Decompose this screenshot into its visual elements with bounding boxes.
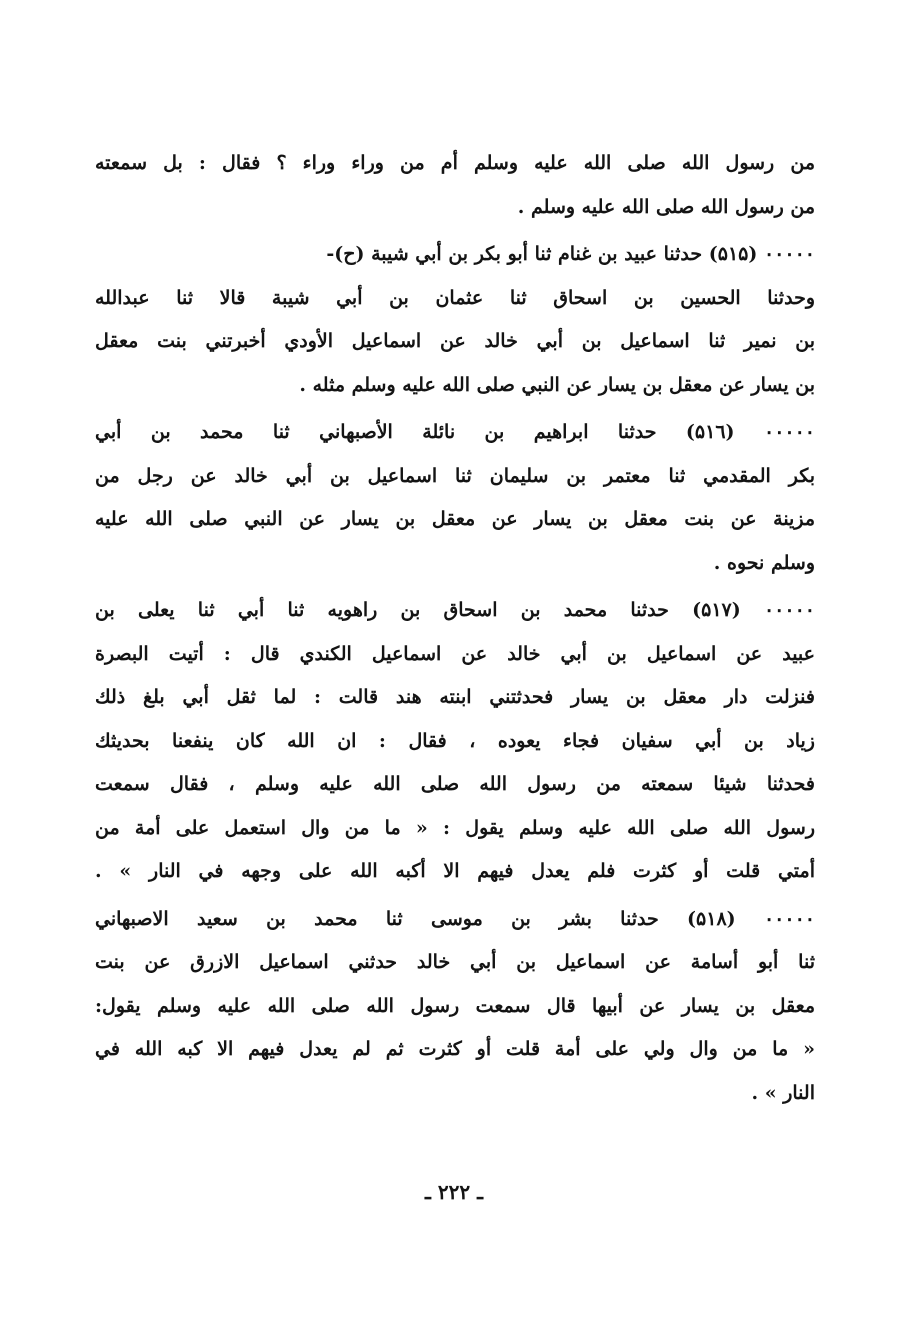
text-line: بن يسار عن معقل بن يسار عن النبي صلى الله عليه وسلم مثله . bbox=[299, 373, 815, 396]
text-line: « ما من وال ولي على أمة قلت أو كثرت ثم لم يعدل فيهم الا كبه الله في bbox=[95, 1038, 815, 1060]
text-line: من رسول الله صلى الله عليه وسلم أم من وراء وراء ؟ فقال : بل سمعته bbox=[95, 152, 815, 174]
hadith-518-heading: ۰۰۰۰۰ (۵۱۸) حدثنا بشر بن موسى ثنا محمد بن سعيد الاصبهاني bbox=[95, 907, 815, 930]
text-line: رسول الله صلى الله عليه وسلم يقول : « ما من وال استعمل على أمة من bbox=[95, 816, 815, 839]
text-line: مزينة عن بنت معقل بن يسار عن معقل بن يسار عن النبي صلى الله عليه bbox=[95, 508, 815, 530]
text-line: بن نمير ثنا اسماعيل بن أبي خالد عن اسماعيل الأودي أخبرتني بنت معقل bbox=[95, 330, 815, 352]
text-line: معقل بن يسار عن أبيها قال سمعت رسول الله صلى الله عليه وسلم يقول: bbox=[95, 994, 815, 1017]
text-line: عبيد عن اسماعيل بن أبي خالد عن اسماعيل الكندي قال : أتيت البصرة bbox=[95, 642, 815, 665]
text-line: أمتي قلت أو كثرت فلم يعدل فيهم الا أكبه الله على وجهه في النار » . bbox=[95, 860, 815, 882]
page-number: ـ ٢٢٢ ـ bbox=[425, 1180, 483, 1204]
hadith-text-block bbox=[95, 142, 815, 1115]
text-line: من رسول الله صلى الله عليه وسلم . bbox=[517, 195, 815, 218]
text-line: بكر المقدمي ثنا معتمر بن سليمان ثنا اسماعيل بن أبي خالد عن رجل من bbox=[95, 464, 815, 487]
hadith-517-heading: ۰۰۰۰۰ (۵۱۷) حدثنا محمد بن اسحاق بن راهويه ثنا أبي ثنا يعلى بن bbox=[95, 599, 815, 621]
text-line: زياد بن أبي سفيان فجاء يعوده ، فقال : ان الله كان ينفعنا بحديثك bbox=[95, 729, 815, 752]
text-line: وسلم نحوه . bbox=[713, 551, 815, 574]
text-line: ثنا أبو أسامة عن اسماعيل بن أبي خالد حدثني اسماعيل الازرق عن بنت bbox=[95, 951, 815, 973]
text-line: وحدثنا الحسين بن اسحاق ثنا عثمان بن أبي شيبة قالا ثنا عبدالله bbox=[95, 286, 815, 309]
text-line: فنزلت دار معقل بن يسار فحدثتني ابنته هند قالت : لما ثقل أبي بلغ ذلك bbox=[95, 686, 815, 708]
text-line: فحدثنا شيئا سمعته من رسول الله صلى الله عليه وسلم ، فقال سمعت bbox=[95, 773, 815, 795]
text-line: النار » . bbox=[751, 1081, 815, 1104]
hadith-515-heading: ۰۰۰۰۰ (۵۱۵) حدثنا عبيد بن غنام ثنا أبو بكر بن أبي شيبة (ح)- bbox=[326, 243, 815, 265]
hadith-516-heading: ۰۰۰۰۰ (۵۱٦) حدثنا ابراهيم بن نائلة الأصبهاني ثنا محمد بن أبي bbox=[95, 421, 815, 443]
